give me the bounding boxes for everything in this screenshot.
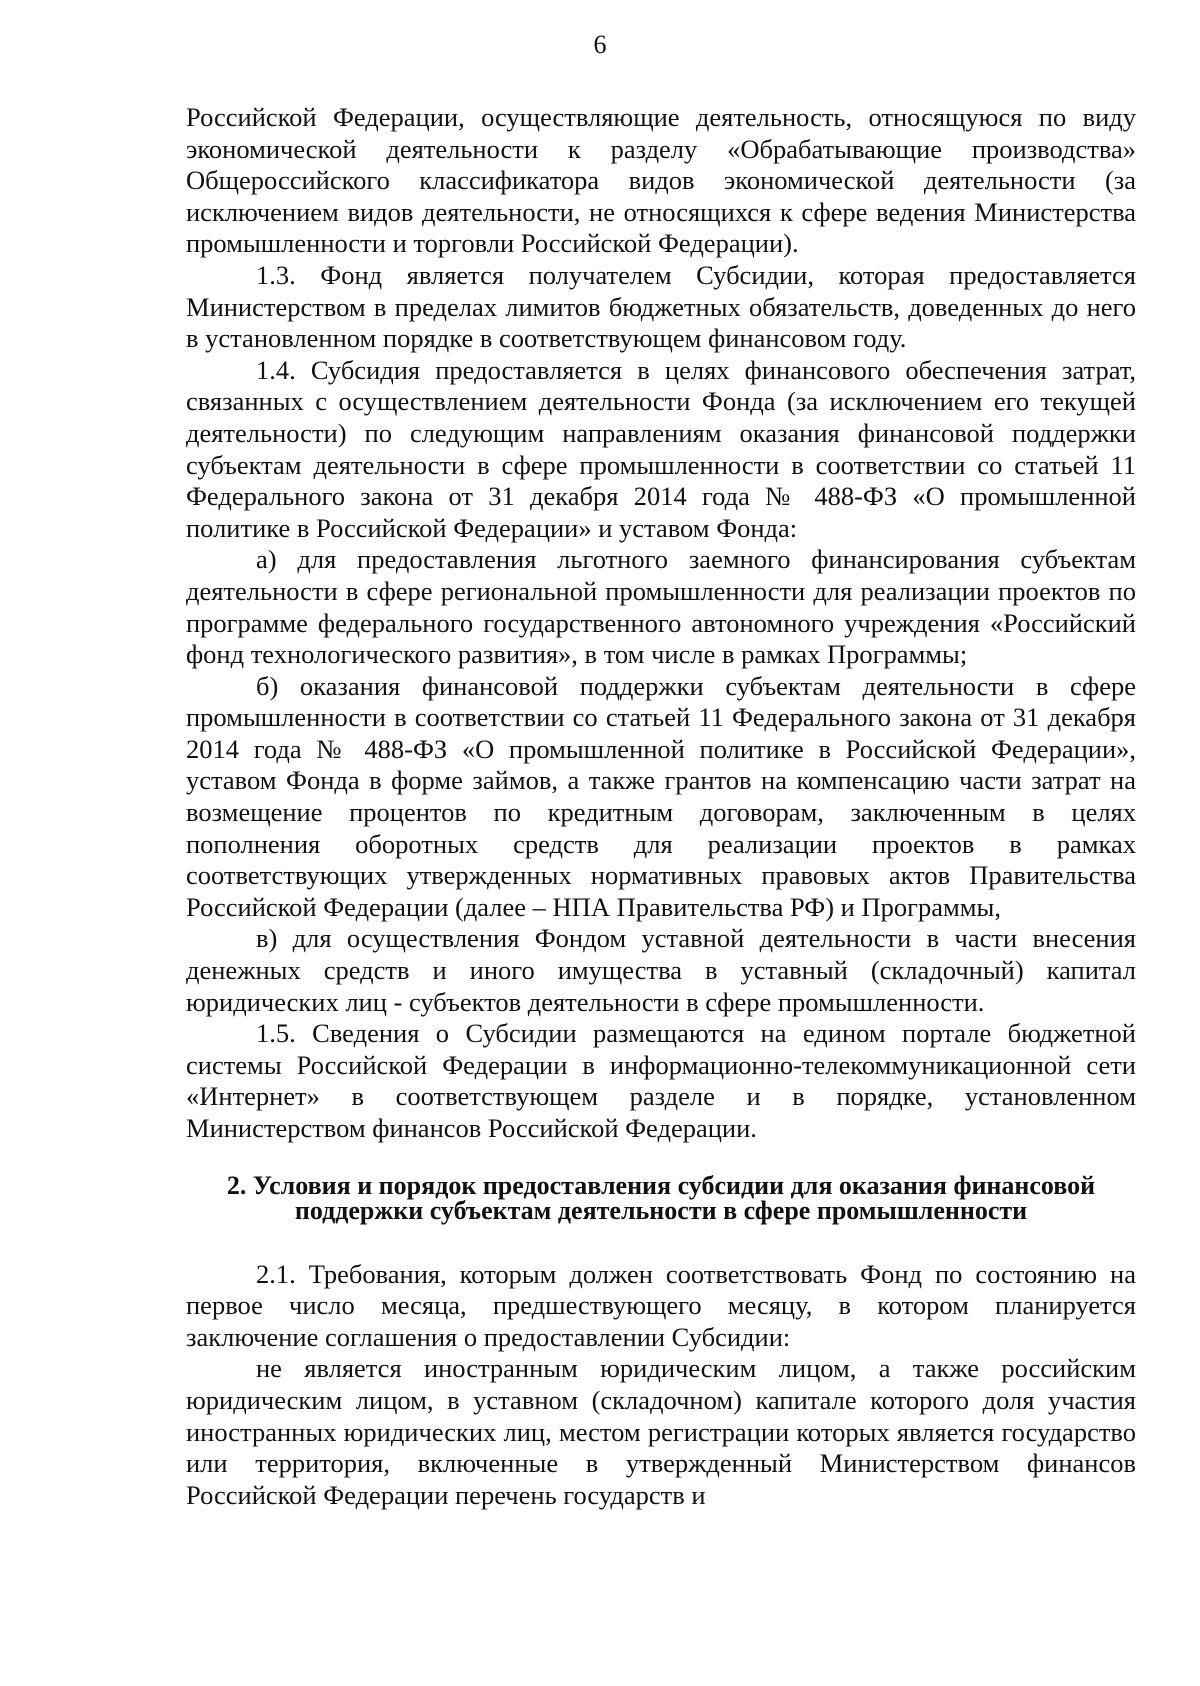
paragraph-1-4-b: б) оказания финансовой поддержки субъектам деятельности в сфере промышленности в соответствии со статьей 11 Федерального закона от 31 декабря 2014 года № 488-ФЗ «О промышленной политике в Российской Федерации», уставом Фонда в форме займов, а также грантов на компенсацию части затрат на возмещение процентов по кредитным договорам, заключенным в целях пополнения оборотных средств для реализации проектов в рамках соответствующих утвержденных нормативных правовых актов Правительства Российской Федерации (далее – НПА Правительства РФ) и Программы, — [186, 670, 1136, 922]
paragraph-1-5: 1.5. Сведения о Субсидии размещаются на едином портале бюджетной системы Российской Федерации в информационно-телекоммуникационной сети «Интернет» в соответствующем разделе и в порядке, установленном Министерством финансов Российской Федерации. — [186, 1018, 1136, 1143]
paragraph-1-4: 1.4. Субсидия предоставляется в целях финансового обеспечения затрат, связанных с осуществлением деятельности Фонда (за исключением его текущей деятельности) по следующим направлениям оказания финансовой поддержки субъектам деятельности в сфере промышленности в соответствии со статьей 11 Федерального закона от 31 декабря 2014 года № 488-ФЗ «О промышленной политике в Российской Федерации» и уставом Фонда: — [186, 354, 1136, 543]
paragraph-1-3: 1.3. Фонд является получателем Субсидии, которая предоставляется Министерством в пределах лимитов бюджетных обязательств, доведенных до него в установленном порядке в соответствующем финансовом году. — [186, 259, 1136, 354]
paragraph-1-4-v: в) для осуществления Фондом уставной деятельности в части внесения денежных средств и иного имущества в уставный (складочный) капитал юридических лиц - субъектов деятельности в сфере промышленности. — [186, 923, 1136, 1017]
paragraph-continuation: Российской Федерации, осуществляющие деятельность, относящуюся по виду экономической деятельности к разделу «Обрабатывающие производства» Общероссийского классификатора видов экономической деятельности (за исключением видов деятельности, не относящихся к сфере ведения Министерства промышленности и торговли Российской Федерации). — [186, 102, 1136, 259]
paragraph-1-4-a: а) для предоставления льготного заемного финансирования субъектам деятельности в сфере региональной промышленности для реализации проектов по программе федерального государственного автономного учреждения «Российский фонд технологического развития», в том числе в рамках Программы; — [186, 544, 1136, 670]
document-body — [186, 102, 1136, 1511]
paragraph-2-1-requirement: не является иностранным юридическим лицом, а также российским юридическим лицом, в уставном (складочном) капитале которого доля участия иностранных юридических лиц, местом регистрации которых является государство или территория, включенные в утвержденный Министерством финансов Российской Федерации перечень государств и — [186, 1353, 1136, 1510]
page-number: 6 — [593, 30, 607, 59]
paragraph-2-1: 2.1. Требования, которым должен соответствовать Фонд по состоянию на первое число месяца, предшествующего месяцу, в котором планируется заключение соглашения о предоставлении Субсидии: — [186, 1258, 1136, 1352]
section-2-heading: 2. Условия и порядок предоставления субсидии для оказания финансовой поддержки субъектам деятельности в сфере промышленности — [226, 1170, 1096, 1225]
